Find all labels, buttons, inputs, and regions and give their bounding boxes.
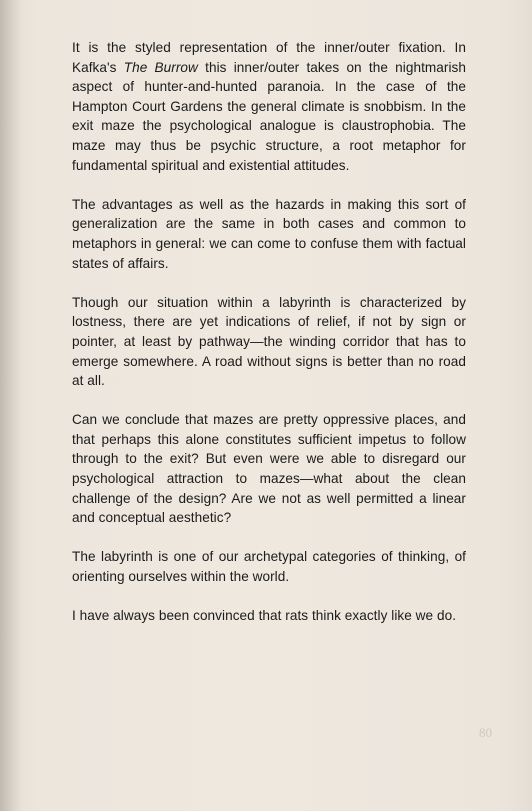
paragraph-6: I have always been convinced that rats think exactly like we do.: [72, 608, 457, 624]
body-text: [72, 38, 466, 645]
book-title-the-burrow: The Burrow: [123, 59, 198, 75]
paragraph-5: The labyrinth is one of our archetypal categories of thinking, of orienting ourselves within the world.: [72, 549, 466, 585]
paragraph-2: The advantages as well as the hazards in making this sort of generalization are the same in both cases and common to metaphors in general: we can come to confuse them with factual states of affairs.: [72, 196, 466, 271]
spine-shadow: [0, 0, 22, 811]
paragraph-1: [72, 38, 466, 175]
page-number: 80: [479, 725, 492, 740]
paragraph-3: Though our situation within a labyrinth is characterized by lostness, there are yet indications of relief, if not by sign or pointer, at least by pathway—the winding corridor that has to emerge somewhere. A road without signs is better than no road at all.: [72, 294, 466, 389]
paragraph-4: Can we conclude that mazes are pretty oppressive places, and that perhaps this alone constitutes sufficient impetus to follow through to the exit? But even were we able to disregard our psychological attraction to mazes—what about the clean challenge of the design? Are we not as well permitted a linear and conceptual aesthetic?: [72, 412, 466, 526]
paragraph-1-text-start: It is the styled representation of the inner/outer fixation. In Kafka's: [72, 40, 466, 75]
paragraph-1-text-end: this inner/outer takes on the nightmarish aspect of hunter-and-hunted paranoia. In the case of the Hampton Court Gardens the general climate is snobbism. In the exit maze the psychological analogue is claustrophobia. The maze may thus be psychic structure, a root metaphor for fundamental spiritual and existential attitudes.: [72, 59, 466, 173]
